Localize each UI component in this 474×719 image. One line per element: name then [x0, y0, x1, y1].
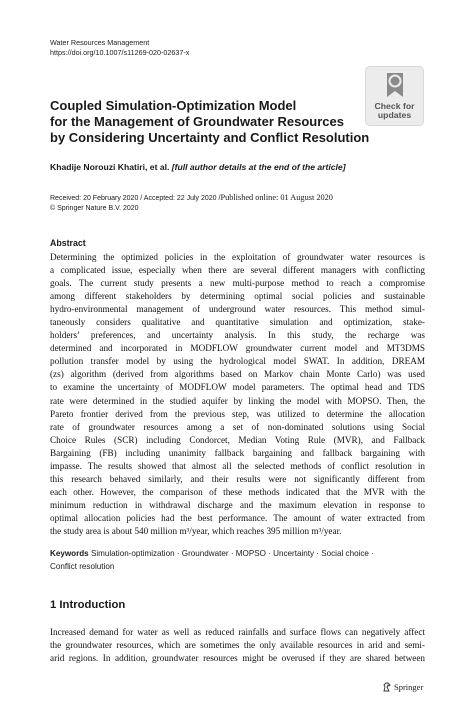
intro-line: the groundwater resources, which are sometimes the only available resources in arid and semi-	[50, 640, 425, 651]
keywords-list-cont: Conflict resolution	[50, 562, 115, 571]
copyright: © Springer Nature B.V. 2020	[50, 204, 139, 212]
title-line: by Considering Uncertainty and Conflict Resolution	[50, 130, 370, 146]
abstract-line: each other. However, the comparison of these methods indicated that the MVR with the	[50, 486, 425, 497]
abstract-line: (zs) algorithm (derived from algorithms based on Markov chain Monte Carlo) was used	[50, 369, 425, 380]
keywords-list: Simulation-optimization · Groundwater · MOPSO · Uncertainty · Social choice ·	[90, 549, 374, 558]
journal-header	[50, 38, 189, 57]
springer-logo	[382, 682, 423, 692]
abstract-line: rate were determined in the studied aquifer by linking the model with MOPSO. Then, the	[50, 395, 425, 406]
abstract-line: Pareto frontier derived from the previous step, was utilized to determine the allocation	[50, 408, 425, 419]
abstract-line: holders’ preferences, and uncertainty analysis. In this study, the recharge was	[50, 330, 425, 341]
abstract-line: the study area is about 540 million m³/year, which reaches 395 million m³/year.	[50, 525, 342, 536]
journal-name: Water Resources Management	[50, 38, 150, 47]
badge-line2: updates	[377, 110, 412, 120]
abstract-line: optimal allocation policies had the best performance. The amount of water extracted from	[50, 512, 425, 523]
intro-line: arid regions. In addition, groundwater resources might be overused if they are shared between	[50, 653, 425, 664]
keywords	[50, 547, 425, 573]
abstract-line: a complicated issue, especially when there are several different managers with conflicting	[50, 265, 425, 276]
doi-link[interactable]: https://doi.org/10.1007/s11269-020-02637-x	[50, 47, 190, 57]
badge-line1: Check for	[374, 101, 415, 111]
abstract-line: to examine the uncertainty of MODFLOW model parameters. The optimal head and TDS	[50, 382, 425, 393]
abstract-heading: Abstract	[50, 238, 86, 248]
published-date: Published online: 01 August 2020	[220, 193, 333, 202]
abstract-line: Choice Rules (SCR) including Condorcet, Median Voting Rule (MVR), and Fallback	[50, 434, 425, 445]
author-name: Khadije Norouzi Khatiri, et al.	[50, 162, 170, 172]
abstract-line: pollution transfer model by using the hydrological model SWAT. In addition, DREAM	[50, 356, 425, 367]
author-details-link[interactable]: [full author details at the end of the article]	[171, 162, 346, 172]
received-accepted-dates: Received: 20 February 2020 / Accepted: 22 July 2020 /	[50, 195, 221, 202]
paper-title	[50, 98, 370, 147]
abstract-line: minimum reduction in withdrawal discharge and the maximum elevation in response to	[50, 499, 425, 510]
abstract-line: hydro-environmental management of underground water resources. This method simul-	[50, 304, 425, 315]
springer-horse-icon	[382, 682, 392, 692]
author-line	[50, 162, 346, 172]
title-line: Coupled Simulation-Optimization Model	[50, 98, 297, 113]
abstract-line: among different stakeholders by determining optimal social policies and sustainable	[50, 291, 425, 302]
keywords-heading: Keywords	[50, 549, 89, 558]
intro-line: Increased demand for water as well as reduced rainfalls and surface flows can negatively affect	[50, 627, 425, 637]
introduction-body	[50, 626, 425, 665]
abstract-line: this research behaved similarly, and their results were not significantly different from	[50, 473, 425, 484]
crossmark-icon	[384, 71, 406, 99]
section-heading-introduction: 1 Introduction	[50, 599, 126, 611]
publisher-name: Springer	[394, 682, 424, 692]
abstract-line: Bargaining (FB) including unanimity fallback bargaining and fallback bargaining with	[50, 447, 425, 458]
abstract-line: taneously considers qualitative and quantitative simulation and optimization, stake-	[50, 317, 425, 328]
abstract-body	[50, 251, 425, 538]
title-line: for the Management of Groundwater Resources	[50, 114, 344, 130]
check-for-updates-badge[interactable]	[365, 66, 424, 126]
abstract-line: impasse. The results showed that almost all the selected methods of conflict resolution in	[50, 460, 425, 471]
abstract-line: Determining the optimized policies in the exploitation of groundwater water resources is	[50, 252, 425, 262]
publication-dates	[50, 193, 333, 213]
abstract-line: goals. The current study presents a new multi-purpose method to reach a compromise	[50, 278, 425, 289]
abstract-line: determined and incorporated in MODFLOW groundwater current model and MT3DMS	[50, 343, 425, 354]
abstract-line: rate of groundwater resources among a set of non-dominated solutions using Social	[50, 421, 425, 432]
